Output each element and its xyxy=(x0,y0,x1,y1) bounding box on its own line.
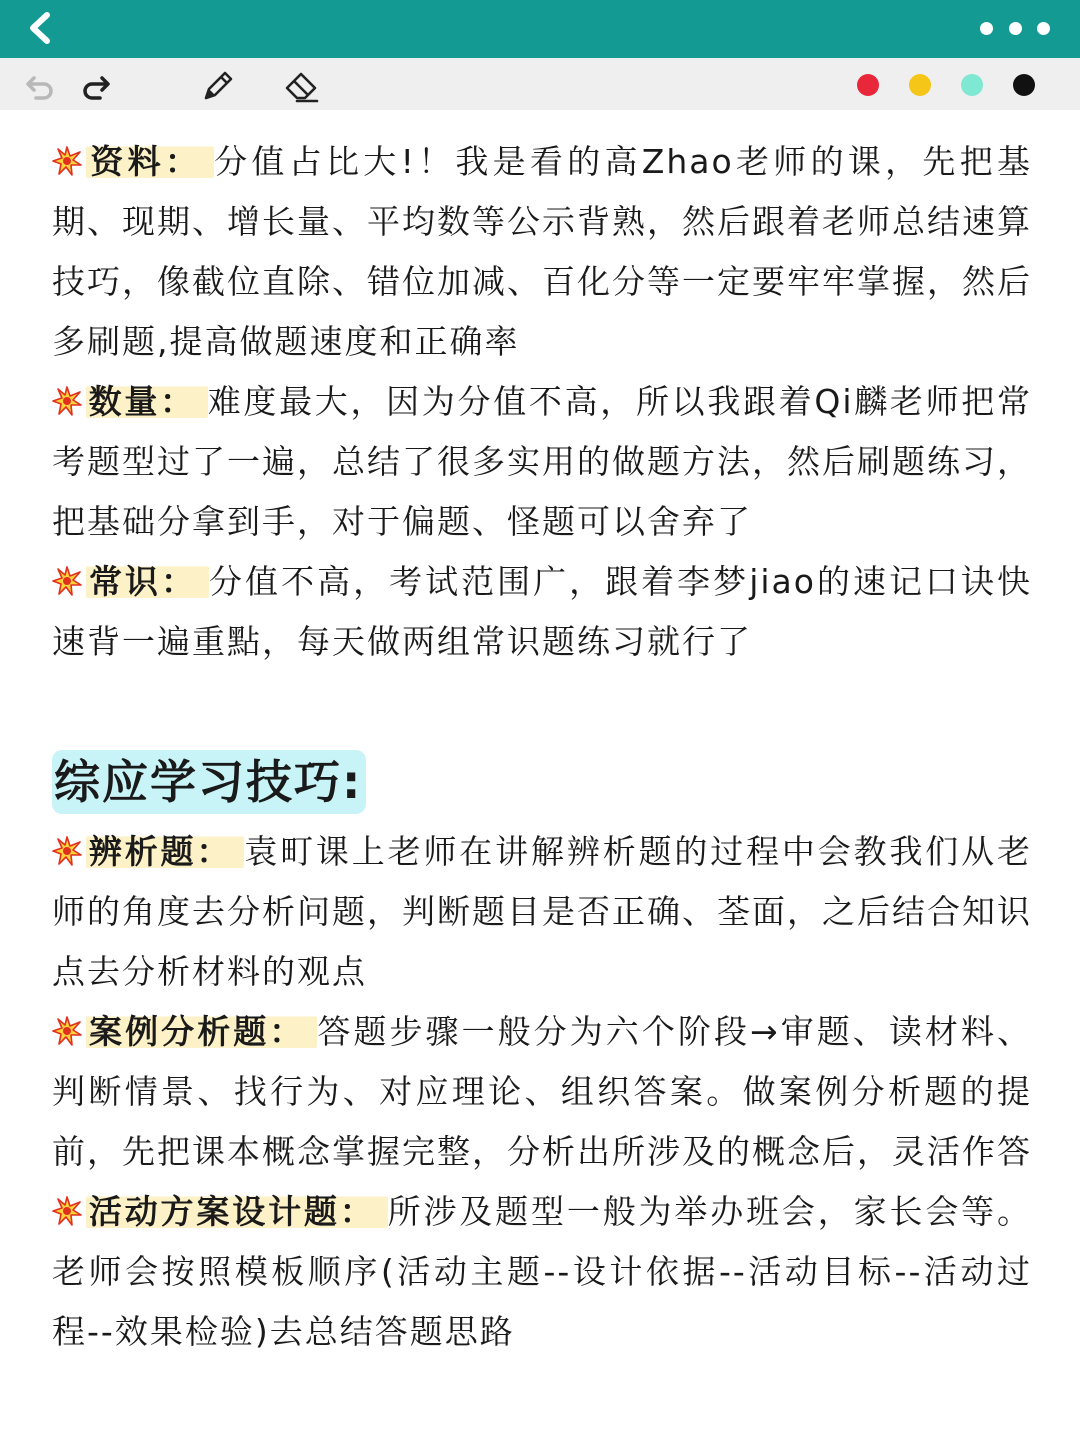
item-text: 袁町课上老师在讲解辨析题的过程中会教我们从老师的角度去分析问题，判断题目是否正确、荃面，之后结合知识点去分析材料的观点 xyxy=(52,832,1033,991)
sparkle-star-icon xyxy=(52,1016,82,1046)
item-label: 常识： xyxy=(86,562,209,601)
sparkle-star-icon xyxy=(52,386,82,416)
pencil-icon xyxy=(200,68,236,104)
item-label: 案例分析题： xyxy=(86,1012,317,1051)
note-paragraph-huodong xyxy=(52,1182,1032,1362)
color-yellow-swatch[interactable] xyxy=(909,74,931,96)
note-paragraph-bianxi xyxy=(52,822,1032,1002)
item-label: 数量： xyxy=(86,382,208,421)
item-text: 分值占比大!！我是看的高Zhao老师的课，先把基期、现期、增长量、平均数等公示背熟，然后跟着老师总结速算技巧，像截位直除、错位加减、百化分等一定要牢牢掌握，然后多刷题,提高做题速度和正确率 xyxy=(52,142,1032,361)
more-options-button[interactable] xyxy=(980,10,1050,46)
more-dot xyxy=(1009,22,1022,35)
note-paragraph-shuliang xyxy=(52,372,1032,552)
more-dots-icon xyxy=(980,22,993,35)
color-red-swatch[interactable] xyxy=(857,74,879,96)
item-text: 答题步骤一般分为六个阶段→审题、读材料、判断情景、找行为、对应理论、组织答案。做案例分析题的提前，先把课本概念掌握完整，分析出所涉及的概念后，灵活作答 xyxy=(52,1012,1033,1171)
redo-button[interactable] xyxy=(76,66,116,106)
eraser-icon xyxy=(283,68,321,104)
section-title: 综应学习技巧: xyxy=(52,750,366,814)
redo-icon xyxy=(80,72,112,100)
undo-icon xyxy=(24,72,56,100)
item-label: 资料： xyxy=(86,142,214,181)
note-content xyxy=(52,132,1032,1362)
item-text: 难度最大，因为分值不高，所以我跟着Qi麟老师把常考题型过了一遍，总结了很多实用的做题方法，然后刷题练习，把基础分拿到手，对于偏题、怪题可以舍弃了 xyxy=(52,382,1032,541)
item-label: 活动方案设计题： xyxy=(86,1192,388,1231)
undo-button[interactable] xyxy=(20,66,60,106)
eraser-tool-button[interactable] xyxy=(282,66,322,106)
color-black-swatch[interactable] xyxy=(1013,74,1035,96)
sparkle-star-icon xyxy=(52,836,82,866)
item-label: 辨析题： xyxy=(86,832,244,871)
note-paragraph-ziliao xyxy=(52,132,1032,372)
chevron-left-icon xyxy=(25,11,55,45)
color-teal-swatch[interactable] xyxy=(961,74,983,96)
top-app-bar xyxy=(0,0,1080,58)
item-text: 分值不高，考试范围广，跟着李梦jiao的速记口诀快速背一遍重點，每天做两组常识题练习就行了 xyxy=(52,562,1033,661)
back-button[interactable] xyxy=(18,6,62,50)
sparkle-star-icon xyxy=(52,146,82,176)
item-text: 所涉及题型一般为举办班会，家长会等。老师会按照模板顺序(活动主题--设计依据--活动目标--活动过程--效果检验)去总结答题思路 xyxy=(52,1192,1033,1351)
note-paragraph-changshi xyxy=(52,552,1032,672)
pencil-tool-button[interactable] xyxy=(198,66,238,106)
sparkle-star-icon xyxy=(52,1196,82,1226)
note-paragraph-anli xyxy=(52,1002,1032,1182)
sparkle-star-icon xyxy=(52,566,82,596)
more-dot xyxy=(1037,22,1050,35)
